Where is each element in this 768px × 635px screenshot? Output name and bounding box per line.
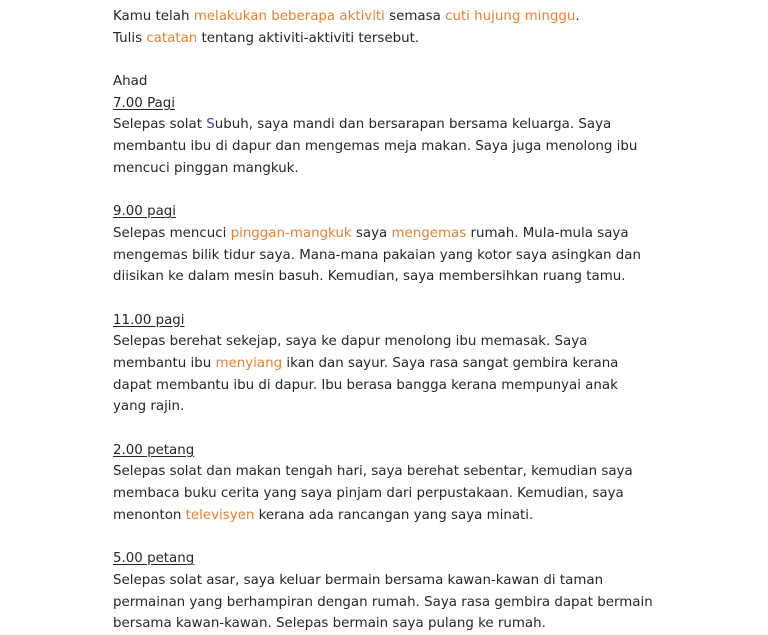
text-line (113, 245, 653, 267)
blank-line (113, 180, 653, 202)
text-line (113, 114, 653, 136)
text-line (113, 223, 653, 245)
text-line (113, 158, 653, 180)
blank-line (113, 418, 653, 440)
text-segment: Ahad (113, 74, 148, 90)
text-segment: dapat membantu ibu di dapur. Ibu berasa bangga kerana mempunyai anak (113, 377, 618, 393)
text-line (113, 396, 653, 418)
text-line (113, 6, 653, 28)
text-line (113, 353, 653, 375)
time-heading (113, 548, 653, 570)
text-line (113, 28, 653, 50)
text-segment: mengemas bilik tidur saya. Mana-mana pakaian yang kotor saya asingkan dan (113, 247, 641, 263)
text-segment: semasa (384, 9, 446, 24)
time-heading (113, 310, 653, 332)
highlighted-phrase: cuti hujung minggu (445, 9, 576, 24)
text-segment: rumah. Mula-mula saya (466, 225, 629, 241)
time-label: 7.00 Pagi (113, 95, 175, 111)
time-heading (113, 201, 653, 223)
text-segment: mencuci pinggan mangkuk. (113, 160, 299, 176)
document-body (113, 6, 653, 635)
text-segment: membaca buku cerita yang saya pinjam dari perpustakaan. Kemudian, saya (113, 486, 624, 502)
text-segment: saya (351, 225, 392, 241)
text-line (113, 592, 653, 614)
highlighted-phrase: mengemas (391, 225, 467, 241)
text-line (113, 266, 653, 288)
time-heading (113, 93, 653, 115)
highlighted-phrase: televisyen (185, 507, 255, 523)
text-segment: Selepas solat (113, 117, 207, 133)
text-line (113, 483, 653, 505)
text-line (113, 505, 653, 527)
time-heading (113, 440, 653, 462)
text-segment: tentang aktiviti-aktiviti tersebut. (197, 30, 420, 46)
text-segment: Tulis (113, 30, 147, 46)
text-segment: Selepas solat asar, saya keluar bermain bersama kawan-kawan di taman (113, 572, 604, 588)
text-line (113, 71, 653, 93)
text-line (113, 136, 653, 158)
text-line (113, 331, 653, 353)
text-segment: menonton (113, 507, 186, 523)
text-segment: ikan dan sayur. Saya rasa sangat gembira kerana (282, 356, 619, 371)
highlighted-phrase: catatan (146, 30, 198, 46)
time-label: 9.00 pagi (113, 204, 176, 220)
text-segment: membantu ibu (113, 356, 216, 371)
text-segment: Selepas berehat sekejap, saya ke dapur menolong ibu memasak. Saya (113, 334, 588, 350)
time-label: 5.00 petang (113, 551, 195, 567)
text-segment: Kamu telah (113, 9, 194, 24)
text-segment: permainan yang berhampiran dengan rumah. Saya rasa gembira dapat bermain (113, 594, 653, 610)
blue-letter: S (206, 117, 215, 133)
text-segment: Selepas solat dan makan tengah hari, saya berehat sebentar, kemudian saya (113, 464, 633, 480)
text-line (113, 570, 653, 592)
blank-line (113, 288, 653, 310)
text-segment: ubuh, saya mandi dan bersarapan bersama keluarga. Saya (214, 117, 612, 133)
text-line (113, 461, 653, 483)
highlighted-phrase: melakukan beberapa aktiviti (193, 9, 385, 24)
text-segment: membantu ibu di dapur dan mengemas meja makan. Saya juga menolong ibu (113, 139, 638, 155)
text-segment: yang rajin. (113, 399, 185, 415)
blank-line (113, 49, 653, 71)
text-line (113, 375, 653, 397)
highlighted-phrase: menyiang (215, 356, 283, 371)
text-segment: Selepas mencuci (113, 225, 231, 241)
text-segment: . (575, 9, 580, 24)
text-segment: kerana ada rancangan yang saya minati. (254, 507, 534, 523)
blank-line (113, 527, 653, 549)
time-label: 11.00 pagi (113, 312, 185, 328)
time-label: 2.00 petang (113, 442, 195, 458)
highlighted-phrase: pinggan-mangkuk (230, 225, 352, 241)
text-line (113, 613, 653, 635)
text-segment: diisikan ke dalam mesin basuh. Kemudian, saya membersihkan ruang tamu. (113, 269, 626, 285)
text-segment: bersama kawan-kawan. Selepas bermain saya pulang ke rumah. (113, 616, 546, 632)
